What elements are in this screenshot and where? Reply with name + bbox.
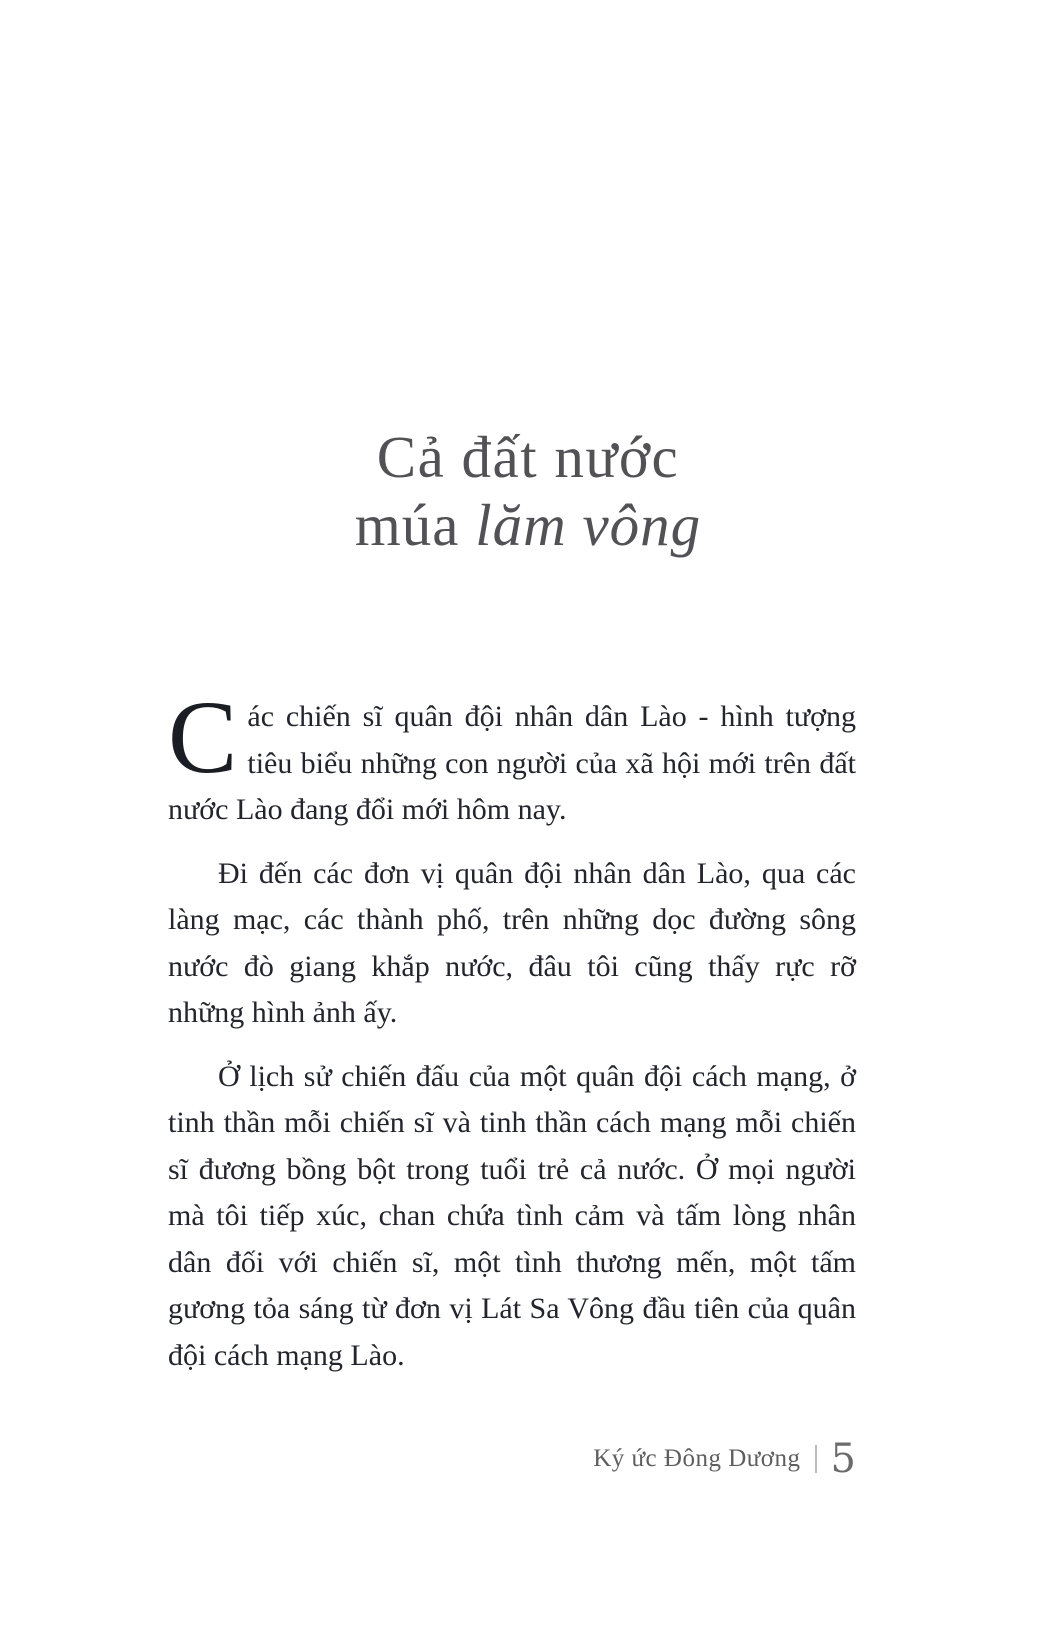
body-text [168,680,856,1396]
chapter-title [0,424,1056,558]
page-footer [593,1436,856,1482]
footer-page-number: 5 [830,1436,856,1482]
paragraph-1-text: ác chiến sĩ quân đội nhân dân Lào - hình tượng tiêu biểu những con người của xã hội mới trên đất nước Lào đang đổi mới hôm nay. [168,700,856,826]
footer-divider [815,1445,817,1473]
chapter-title-line2-italic: lăm vông [475,492,702,559]
footer-book-title: Ký ức Đông Dương [593,1445,801,1472]
chapter-title-line2-regular: múa [354,492,476,559]
paragraph-1 [168,680,856,834]
chapter-title-line2 [0,492,1056,558]
chapter-title-line1: Cả đất nước [376,424,680,490]
paragraph-3: Ở lịch sử chiến đấu của một quân đội cách mạng, ở tinh thần mỗi chiến sĩ và tinh thần cách mạng mỗi chiến sĩ đương bồng bột trong tuổi trẻ cả nước. Ở mọi người mà tôi tiếp xúc, chan chứa tình cảm và tấm lòng nhân dân đối với chiến sĩ, một tình thương mến, một tấm gương tỏa sáng từ đơn vị Lát Sa Vông đầu tiên của quân đội cách mạng Lào. [168,1059,856,1372]
paragraph-2: Đi đến các đơn vị quân đội nhân dân Lào, qua các làng mạc, các thành phố, trên những dọc đường sông nước đò giang khắp nước, đâu tôi cũng thấy rực rỡ những hình ảnh ấy. [168,856,856,1029]
dropcap: C [168,680,238,795]
